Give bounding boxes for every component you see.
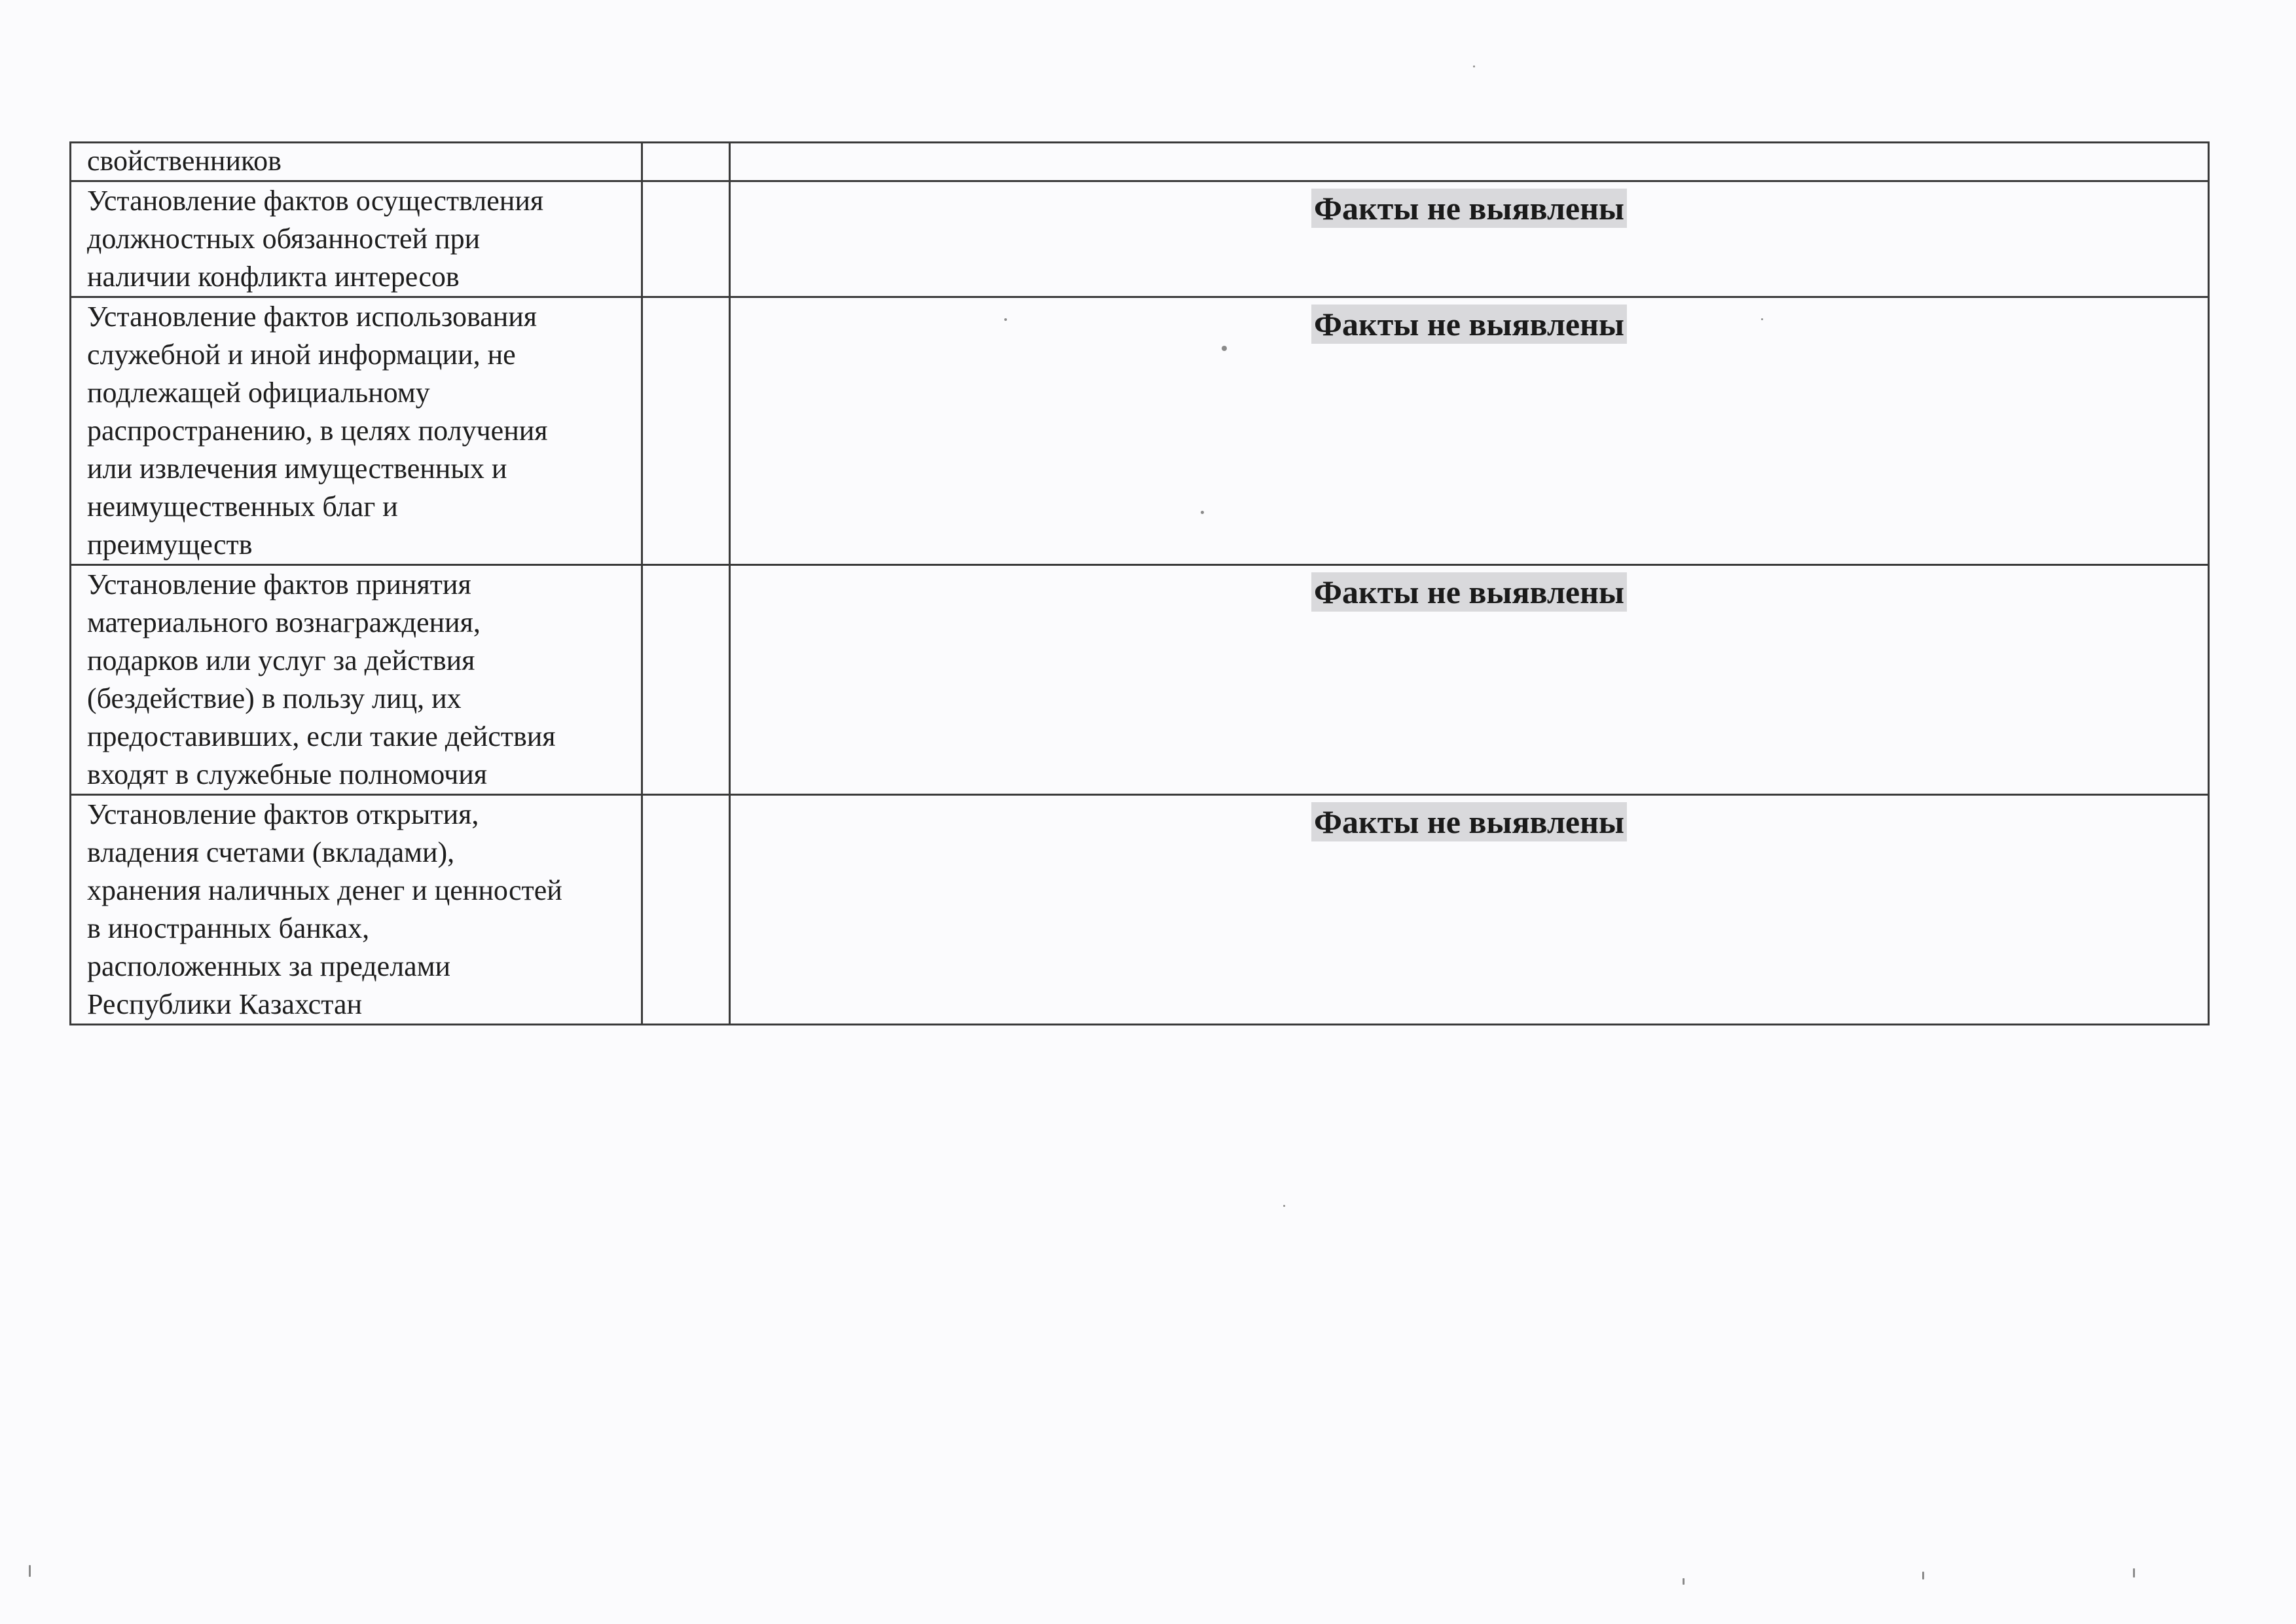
- scan-speck: [1683, 1578, 1685, 1585]
- description-cell: [71, 297, 642, 565]
- description-cell: [71, 181, 642, 297]
- description-text: Установление фактов осуществления должностных обязанностей при наличии конфликта интересов: [87, 185, 544, 293]
- description-cell: [71, 565, 642, 795]
- table-row: [71, 297, 2209, 565]
- scan-speck: [1222, 346, 1227, 351]
- result-cell: [730, 181, 2209, 297]
- description-text: Установление фактов открытия, владения счетами (вкладами), хранения наличных денег и ценностей в иностранных банках, расположенных за пределами Республики Казахстан: [87, 798, 562, 1020]
- result-cell: [730, 143, 2209, 181]
- scan-speck: [29, 1565, 31, 1577]
- result-cell: [730, 565, 2209, 795]
- table-row: [71, 181, 2209, 297]
- result-text: Факты не выявлены: [1311, 189, 1627, 228]
- result-text: Факты не выявлены: [1311, 802, 1627, 841]
- description-cell: [71, 143, 642, 181]
- empty-cell: [642, 565, 730, 795]
- empty-cell: [642, 297, 730, 565]
- empty-cell: [642, 143, 730, 181]
- scan-speck: [2133, 1568, 2135, 1578]
- scan-speck: [1201, 511, 1204, 514]
- findings-table: [69, 141, 2210, 1025]
- scan-speck: [1761, 318, 1763, 320]
- description-text: Установление фактов принятия материального вознаграждения, подарков или услуг за действия (бездействие) в пользу лиц, их предоставивших, если такие действия входят в служебные полномочия: [87, 568, 556, 790]
- result-text: Факты не выявлены: [1311, 572, 1627, 612]
- empty-cell: [642, 181, 730, 297]
- result-cell: [730, 795, 2209, 1025]
- scan-speck: [1922, 1572, 1924, 1579]
- table-row: [71, 565, 2209, 795]
- scan-speck: [1283, 1205, 1285, 1207]
- result-text: Факты не выявлены: [1311, 304, 1627, 344]
- description-text: Установление фактов использования служебной и иной информации, не подлежащей официальному распространению, в целях получения или извлечения имущественных и неимущественных благ и преимуществ: [87, 301, 548, 561]
- description-text: свойственников: [87, 145, 282, 177]
- scan-speck: [1004, 318, 1007, 321]
- table-row: [71, 795, 2209, 1025]
- description-cell: [71, 795, 642, 1025]
- table-row: [71, 143, 2209, 181]
- empty-cell: [642, 795, 730, 1025]
- scan-speck: [1473, 65, 1475, 67]
- result-cell: [730, 297, 2209, 565]
